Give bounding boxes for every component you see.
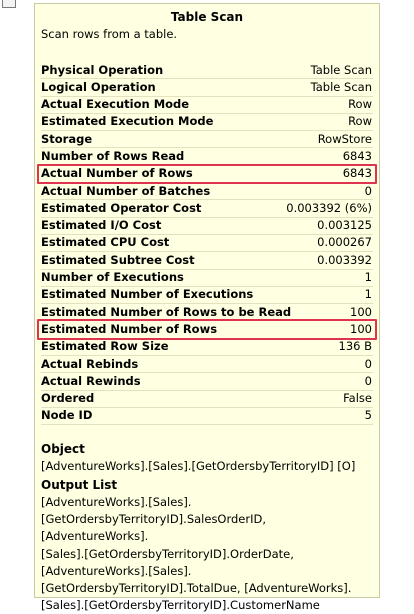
property-value: 0 bbox=[364, 356, 372, 371]
property-row bbox=[41, 304, 373, 321]
property-row bbox=[41, 252, 373, 269]
output-list-text bbox=[41, 494, 373, 614]
property-value: 136 B bbox=[338, 339, 372, 354]
property-row bbox=[41, 391, 373, 408]
property-value: 0.003392 bbox=[317, 252, 372, 267]
output-list-line: [AdventureWorks].[Sales]. bbox=[41, 495, 192, 509]
property-row bbox=[41, 408, 373, 425]
property-label: Number of Rows Read bbox=[41, 148, 185, 163]
property-value: 0.000267 bbox=[317, 235, 372, 250]
property-label: Estimated Operator Cost bbox=[41, 200, 202, 215]
property-label: Actual Rebinds bbox=[41, 356, 139, 371]
table-scan-tooltip bbox=[34, 3, 380, 613]
property-label: Estimated Subtree Cost bbox=[41, 252, 195, 267]
property-value: 5 bbox=[364, 408, 372, 423]
output-list-line: [GetOrdersbyTerritoryID].TotalDue, [AdventureWorks]. bbox=[41, 581, 352, 596]
property-value: Row bbox=[348, 97, 372, 112]
property-row bbox=[41, 166, 373, 183]
property-value: Table Scan bbox=[310, 79, 372, 94]
property-row bbox=[41, 114, 373, 131]
property-label: Logical Operation bbox=[41, 79, 156, 94]
property-row bbox=[41, 218, 373, 235]
output-list-line: [AdventureWorks].[Sales]. bbox=[41, 563, 192, 578]
property-value: Table Scan bbox=[310, 62, 372, 77]
property-label: Estimated Number of Executions bbox=[41, 287, 254, 302]
object-section bbox=[41, 442, 373, 475]
property-row bbox=[41, 148, 373, 165]
tooltip-description: Scan rows from a table. bbox=[41, 27, 178, 41]
property-row bbox=[41, 373, 373, 390]
property-label: Estimated Number of Rows bbox=[41, 321, 218, 336]
property-value: 100 bbox=[350, 304, 372, 319]
property-row bbox=[41, 200, 373, 217]
property-label: Estimated I/O Cost bbox=[41, 218, 162, 233]
output-list-line: [Sales].[GetOrdersbyTerritoryID].OrderDate, bbox=[41, 546, 294, 561]
property-row bbox=[41, 235, 373, 252]
property-label: Actual Rewinds bbox=[41, 373, 141, 388]
property-value: Row bbox=[348, 114, 372, 129]
property-label: Actual Number of Batches bbox=[41, 183, 211, 198]
property-value: 0 bbox=[364, 183, 372, 198]
property-value: 1 bbox=[364, 270, 372, 285]
property-row bbox=[41, 321, 373, 338]
property-label: Node ID bbox=[41, 408, 93, 423]
property-value: 0.003125 bbox=[317, 218, 372, 233]
property-row bbox=[41, 62, 373, 79]
tooltip-title: Table Scan bbox=[170, 10, 244, 24]
property-label: Number of Executions bbox=[41, 270, 184, 285]
property-label: Ordered bbox=[41, 391, 95, 406]
property-label: Actual Number of Rows bbox=[41, 166, 193, 181]
property-row bbox=[41, 339, 373, 356]
property-value: 1 bbox=[364, 287, 372, 302]
property-list bbox=[41, 62, 373, 425]
property-value: 6843 bbox=[342, 148, 372, 163]
output-list-section bbox=[41, 478, 373, 614]
output-list-line: [GetOrdersbyTerritoryID].SalesOrderID, [AdventureWorks]. bbox=[41, 512, 267, 544]
property-label: Storage bbox=[41, 131, 93, 146]
property-row bbox=[41, 287, 373, 304]
property-label: Estimated Number of Rows to be Read bbox=[41, 304, 292, 319]
property-label: Estimated Execution Mode bbox=[41, 114, 214, 129]
property-row bbox=[41, 131, 373, 148]
property-label: Actual Execution Mode bbox=[41, 97, 190, 112]
property-value: 6843 bbox=[342, 166, 372, 181]
property-row bbox=[41, 356, 373, 373]
property-row bbox=[41, 97, 373, 114]
property-label: Physical Operation bbox=[41, 62, 164, 77]
object-text: [AdventureWorks].[Sales].[GetOrdersbyTerritoryID] [O] bbox=[41, 459, 356, 473]
property-row bbox=[41, 270, 373, 287]
property-value: 100 bbox=[350, 321, 372, 336]
property-row bbox=[41, 79, 373, 96]
property-value: 0.003392 (6%) bbox=[286, 200, 372, 215]
object-heading: Object bbox=[41, 442, 85, 456]
property-label: Estimated Row Size bbox=[41, 339, 169, 354]
property-value: RowStore bbox=[317, 131, 372, 146]
property-label: Estimated CPU Cost bbox=[41, 235, 170, 250]
property-value: False bbox=[343, 391, 372, 406]
property-value: 0 bbox=[364, 373, 372, 388]
output-list-line: [Sales].[GetOrdersbyTerritoryID].CustomerName bbox=[41, 598, 320, 613]
window-corner-icon bbox=[2, 0, 16, 8]
property-row bbox=[41, 183, 373, 200]
output-list-heading: Output List bbox=[41, 478, 118, 492]
